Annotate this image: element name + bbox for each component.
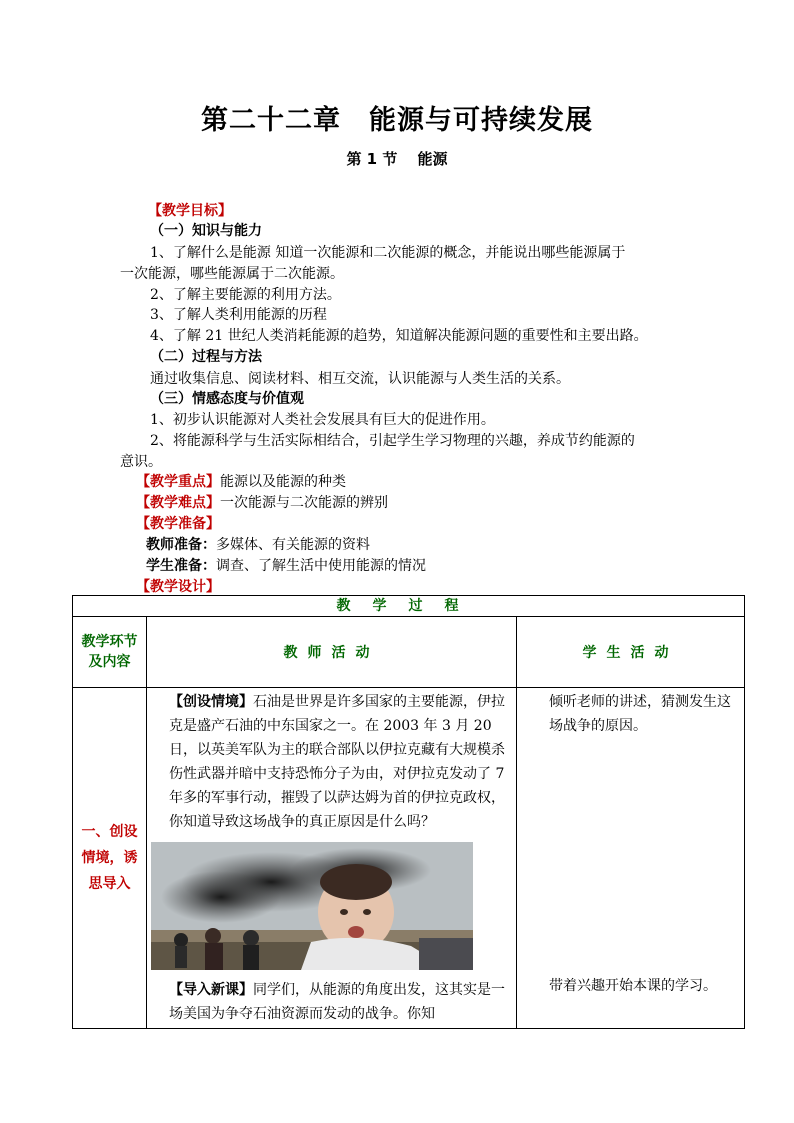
student-prep-text: 调查、了解生活中使用能源的情况 [216,558,426,574]
knowledge-item-4: 4、了解 21 世纪人类消耗能源的趋势，知道解决能源问题的重要性和主要出路。 [150,328,648,344]
emotion-item-2-cont: 意识。 [120,454,162,470]
objectives-label: 【教学目标】 [148,203,232,219]
process-text: 通过收集信息、阅读材料、相互交流，认识能源与人类生活的关系。 [150,371,570,387]
preparation-label: 【教学准备】 [136,516,220,532]
new-lesson-tag: 【导入新课】 [169,982,253,998]
war-photo-image [151,842,473,970]
emotion-heading: （三）情感态度与价值观 [150,391,304,407]
column-header-student: 学生活动 [517,617,745,688]
new-lesson-text: 同学们，从能源的角度出发，这其实是一场美国为争夺石油资源而发动的战争。你知 [169,982,505,1022]
knowledge-item-1: 1、了解什么是能源 知道一次能源和二次能源的概念，并能说出哪些能源属于 [150,245,626,261]
page-title: 第二十二章 能源与可持续发展 [201,105,593,136]
section-subtitle: 第 1 节 能源 [346,150,448,168]
teacher-prep-text: 多媒体、有关能源的资料 [216,537,370,553]
key-point-text: 能源以及能源的种类 [220,474,346,490]
design-label: 【教学设计】 [136,579,220,595]
column-header-stage: 教学环节及内容 [73,617,147,688]
difficulty-label: 【教学难点】 [136,495,220,511]
student-prep-label: 学生准备： [146,558,216,574]
section-1-teacher-cell [147,688,517,1029]
process-heading: （二）过程与方法 [150,349,262,365]
section-1-label-text: 一、创设情境，诱思导入 [81,824,138,892]
scenario-tag: 【创设情境】 [169,694,253,710]
teacher-preparation [146,535,370,555]
knowledge-item-2: 2、了解主要能源的利用方法。 [150,287,341,303]
section-2-student-text: 带着兴趣开始本课的学习。 [549,978,717,994]
emotion-item-2: 2、将能源科学与生活实际相结合，引起学生学习物理的兴趣，养成节约能源的 [150,433,635,449]
difficulty [136,493,388,513]
section-1-student-cell [517,688,745,1029]
key-point-label: 【教学重点】 [136,474,220,490]
difficulty-text: 一次能源与二次能源的辨别 [220,495,388,511]
section-1-student-text: 倾听老师的讲述，猜测发生这场战争的原因。 [549,694,731,734]
key-point [136,472,346,492]
scenario-text: 石油是世界是许多国家的主要能源，伊拉克是盛产石油的中东国家之一。在 2003 年 3 月 20 日，以英美军队为主的联合部队以伊拉克藏有大规模杀伤性武器并暗中支持恐怖分子为由，对伊拉克发动了 7 年多的军事行动，摧毁了以萨达姆为首的伊拉克政权，你知道导致这场战争的真正原因是什么吗？ [169,694,505,830]
knowledge-item-3: 3、了解人类利用能源的历程 [150,307,327,323]
emotion-item-1: 1、初步认识能源对人类社会发展具有巨大的促进作用。 [150,412,495,428]
table-process-header: 教学过程 [73,596,745,617]
lesson-process-table [72,595,745,1029]
section-2-teacher-para [151,978,512,1026]
knowledge-item-1-cont: 一次能源，哪些能源属于二次能源。 [120,266,344,282]
teacher-prep-label: 教师准备： [146,537,216,553]
section-1-label [73,688,147,1029]
student-preparation [146,556,426,576]
column-header-teacher: 教师活动 [147,617,517,688]
knowledge-heading: （一）知识与能力 [150,223,262,239]
student-cell-spacer [521,738,740,974]
war-photo-illustration [151,842,473,970]
section-1-teacher-para [151,690,512,834]
